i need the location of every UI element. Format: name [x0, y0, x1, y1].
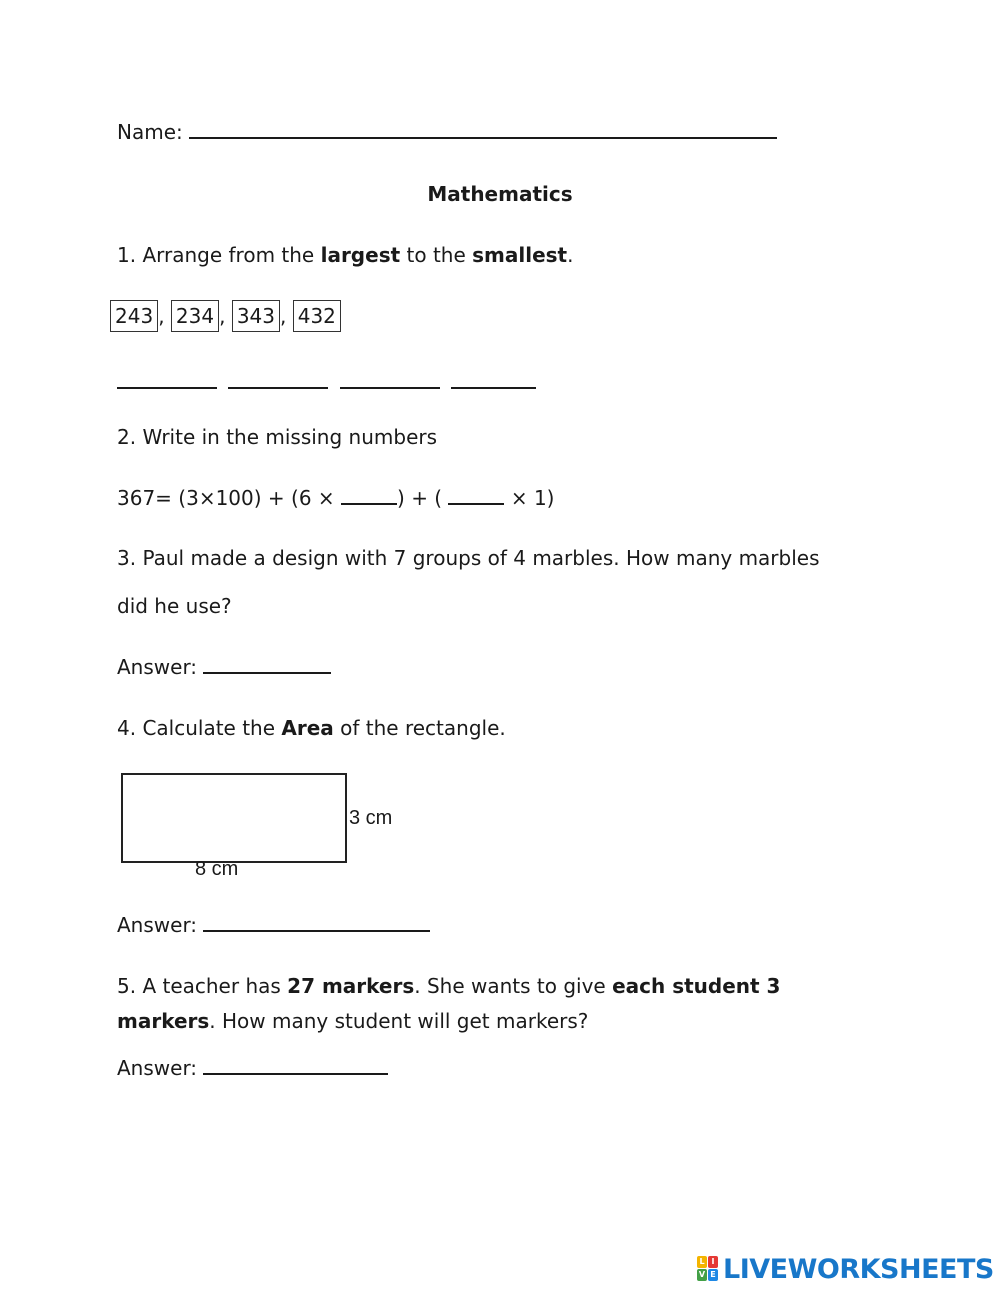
rectangle-figure [121, 773, 347, 863]
q5-text: . She wants to give [414, 974, 613, 998]
answer-blank[interactable] [451, 371, 536, 389]
answer-blank[interactable] [117, 371, 217, 389]
width-label: 8 cm [195, 858, 239, 880]
number-box: 234 [171, 300, 219, 332]
answer-label: Answer: [117, 913, 198, 937]
q1-smallest: smallest [472, 243, 568, 267]
name-row [117, 120, 777, 144]
question-5-line2 [117, 1009, 588, 1033]
answer-blank[interactable] [340, 371, 440, 389]
answer-label: Answer: [117, 1056, 198, 1080]
q4-prefix: 4. Calculate the [117, 716, 282, 740]
q5-bold: each student 3 [612, 974, 781, 998]
question-3-line2: did he use? [117, 594, 232, 618]
name-blank[interactable] [189, 121, 777, 139]
number-box: 343 [232, 300, 280, 332]
q1-suffix: . [567, 243, 574, 267]
q1-number-boxes [110, 300, 341, 332]
q5-answer-row [117, 1056, 388, 1080]
comma: , [219, 304, 226, 328]
logo-letter: L [697, 1256, 707, 1268]
comma: , [158, 304, 165, 328]
q1-middle: to the [400, 243, 473, 267]
number-box: 432 [293, 300, 341, 332]
question-2: 2. Write in the missing numbers [117, 425, 438, 449]
answer-label: Answer: [117, 655, 198, 679]
question-5-line1 [117, 974, 780, 998]
question-4 [117, 716, 506, 740]
q5-text: . How many student will get markers? [209, 1009, 589, 1033]
logo-text: LIVEWORKSHEETS [723, 1253, 994, 1285]
q1-prefix: 1. Arrange from the [117, 243, 321, 267]
comma: , [280, 304, 287, 328]
q1-largest: largest [320, 243, 401, 267]
q5-bold: 27 markers [287, 974, 415, 998]
q2-equation [117, 486, 554, 510]
answer-blank[interactable] [203, 1057, 388, 1075]
q3-answer-row [117, 655, 331, 679]
question-1 [117, 243, 573, 267]
number-box: 243 [110, 300, 158, 332]
logo-letter: E [708, 1269, 718, 1281]
height-label: 3 cm [349, 807, 393, 829]
page-title: Mathematics [427, 182, 573, 206]
answer-blank[interactable] [228, 371, 328, 389]
eq-part: ) + ( [397, 486, 449, 510]
q4-area: Area [281, 716, 334, 740]
q4-suffix: of the rectangle. [333, 716, 506, 740]
eq-part: 367= (3×100) + (6 × [117, 486, 342, 510]
answer-blank[interactable] [203, 656, 331, 674]
q5-bold: markers [117, 1009, 210, 1033]
eq-part: × 1) [504, 486, 555, 510]
q5-text: 5. A teacher has [117, 974, 288, 998]
answer-blank[interactable] [448, 487, 504, 505]
question-3-line1: 3. Paul made a design with 7 groups of 4 marbles. How many marbles [117, 546, 820, 570]
logo-letter: I [708, 1256, 718, 1268]
answer-blank[interactable] [203, 914, 430, 932]
answer-blank[interactable] [341, 487, 397, 505]
liveworksheets-logo [697, 1254, 994, 1284]
name-label: Name: [117, 120, 183, 144]
q4-answer-row [117, 913, 430, 937]
logo-mark-icon [697, 1256, 719, 1282]
q1-answer-blanks [117, 370, 536, 394]
logo-letter: V [698, 1270, 706, 1279]
